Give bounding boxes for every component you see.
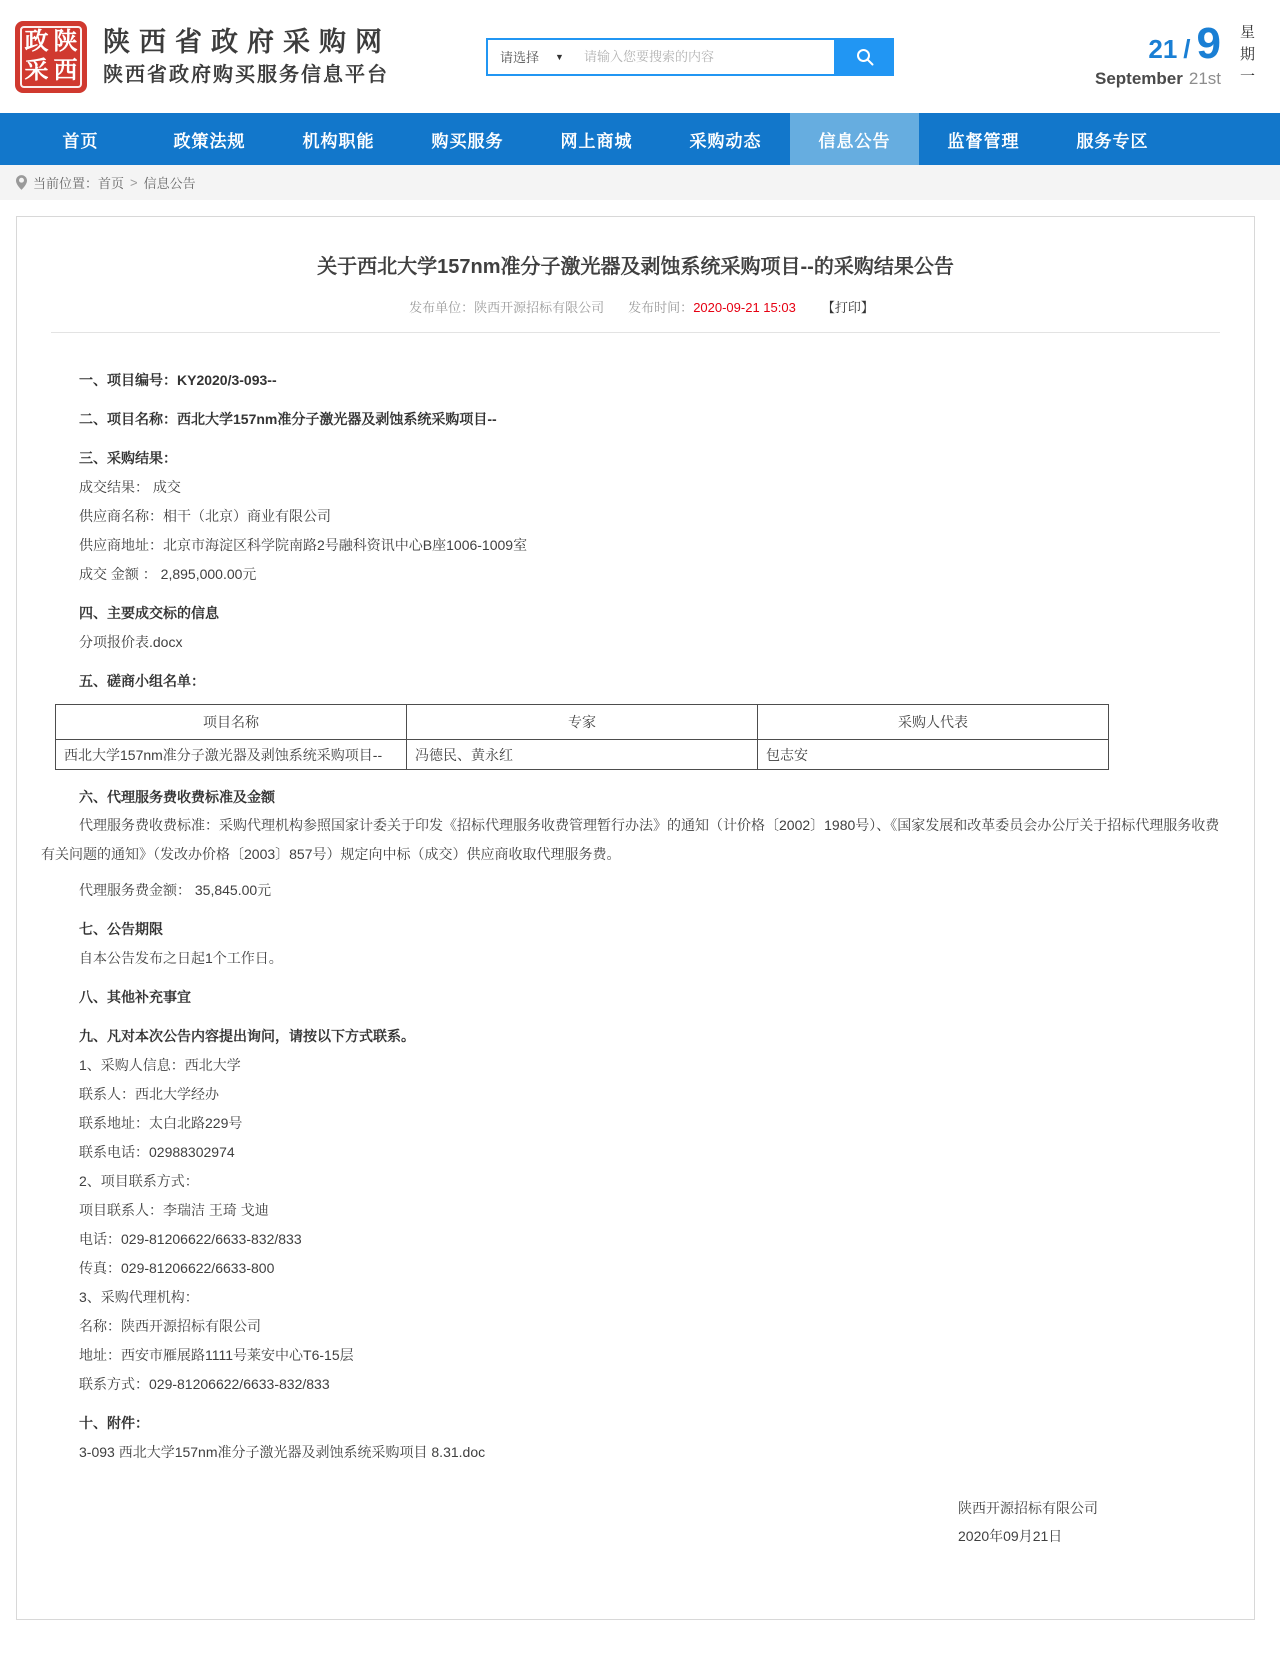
section-agency-fee: 六、代理服务费收费标准及金额 [79, 788, 275, 805]
date-slash: / [1183, 34, 1191, 64]
search-bar [486, 38, 894, 76]
date-widget [1094, 19, 1255, 90]
supplier-address: 供应商地址：北京市海淀区科学院南路2号融科资讯中心B座1006-1009室 [79, 536, 528, 553]
breadcrumb-current: 信息公告 [143, 176, 196, 191]
seal-char: 政 [24, 28, 49, 55]
project-contact-phone: 电话：029-81206622/6633-832/833 [79, 1230, 302, 1247]
attachment-announcement-doc[interactable]: 3-093 西北大学157nm准分子激光器及剥蚀系统采购项目 8.31.doc [79, 1443, 486, 1460]
seal-char: 陕 [53, 28, 78, 55]
page-title: 关于西北大学157nm准分子激光器及剥蚀系统采购项目--的采购结果公告 [317, 256, 954, 278]
search-icon [855, 47, 875, 67]
purchaser-contact-phone: 联系电话：02988302974 [79, 1143, 235, 1160]
table-header-row [56, 705, 1109, 740]
logo-seal-icon [15, 21, 87, 93]
site-header [0, 0, 1280, 113]
print-button[interactable]: 【打印】 [821, 300, 874, 315]
announcement-period: 自本公告发布之日起1个工作日。 [79, 949, 283, 966]
seal-char: 采 [24, 57, 49, 84]
announcement-card [16, 216, 1255, 1620]
section-project-name: 二、项目名称：西北大学157nm准分子激光器及剥蚀系统采购项目-- [79, 410, 497, 427]
agency-address: 地址：西安市雁展路1111号莱安中心T6-15层 [79, 1346, 354, 1363]
section-announcement-period: 七、公告期限 [79, 920, 163, 937]
cell-purchaser-rep: 包志安 [758, 740, 1109, 770]
date-day-ordinal: 21st [1188, 69, 1221, 88]
date-month-name: September [1094, 69, 1183, 88]
main-nav [0, 113, 1280, 165]
nav-item-supervision[interactable]: 监督管理 [947, 131, 1020, 151]
breadcrumb-separator: > [130, 175, 138, 190]
nav-item-policies[interactable]: 政策法规 [173, 131, 246, 151]
seal-char: 西 [53, 57, 78, 84]
breadcrumb [0, 165, 1280, 200]
project-contact-section: 2、项目联系方式： [79, 1172, 199, 1189]
purchaser-contact-address: 联系地址：太白北路229号 [79, 1114, 243, 1131]
nav-item-procurement-news[interactable]: 采购动态 [689, 131, 762, 151]
deal-result: 成交结果： 成交 [79, 478, 181, 495]
purchaser-contact-person: 联系人：西北大学经办 [79, 1085, 219, 1102]
col-project-name: 项目名称 [56, 705, 407, 740]
section-other-matters: 八、其他补充事宜 [79, 988, 191, 1005]
deal-amount: 成交 金额 ： 2,895,000.00元 [79, 565, 257, 582]
agency-fee-amount: 代理服务费金额： 35,845.00元 [79, 881, 272, 898]
search-category-select[interactable] [488, 47, 576, 66]
table-row [56, 740, 1109, 770]
search-button[interactable] [836, 38, 894, 76]
location-pin-icon [16, 175, 27, 190]
agency-contact: 联系方式：029-81206622/6633-832/833 [79, 1375, 330, 1392]
project-contact-person: 项目联系人：李瑞洁 王琦 戈迪 [79, 1201, 269, 1218]
nav-item-announcements[interactable]: 信息公告 [790, 113, 919, 165]
section-main-deal-info: 四、主要成交标的信息 [79, 604, 219, 621]
nav-item-home[interactable]: 首页 [62, 131, 99, 151]
publisher-value: 陕西开源招标有限公司 [474, 300, 605, 315]
signature-date: 2020年09月21日 [958, 1528, 1063, 1544]
publish-time-label: 发布时间： [628, 300, 694, 315]
cell-project-name: 西北大学157nm准分子激光器及剥蚀系统采购项目-- [56, 740, 407, 770]
date-weekday: 星期一 [1238, 23, 1255, 90]
site-logo[interactable] [15, 21, 391, 93]
site-title: 陕西省政府采购网 [103, 26, 391, 57]
agency-section: 3、采购代理机构： [79, 1288, 199, 1305]
chevron-down-icon: ▼ [555, 51, 564, 62]
publish-time-value: 2020-09-21 15:03 [693, 300, 796, 315]
nav-item-online-mall[interactable]: 网上商城 [560, 131, 633, 151]
search-select-label: 请选择 [500, 50, 540, 65]
section-procurement-result: 三、采购结果： [79, 449, 177, 466]
article-meta [41, 297, 1230, 316]
section-contact-methods: 九、凡对本次公告内容提出询问，请按以下方式联系。 [79, 1027, 415, 1044]
date-day: 21 [1148, 34, 1178, 64]
section-negotiation-group: 五、磋商小组名单： [79, 672, 205, 689]
col-purchaser-rep: 采购人代表 [758, 705, 1109, 740]
signature-block [958, 1494, 1098, 1550]
publisher-label: 发布单位： [409, 300, 475, 315]
section-attachments: 十、附件： [79, 1414, 149, 1431]
breadcrumb-prefix: 当前位置： [33, 176, 99, 191]
nav-item-purchase-services[interactable]: 购买服务 [431, 131, 504, 151]
nav-item-service-zone[interactable]: 服务专区 [1076, 131, 1149, 151]
cell-experts: 冯德民、黄永红 [407, 740, 758, 770]
agency-name: 名称：陕西开源招标有限公司 [79, 1317, 261, 1334]
negotiation-group-table [55, 704, 1109, 770]
signature-company: 陕西开源招标有限公司 [958, 1500, 1098, 1516]
nav-item-functions[interactable]: 机构职能 [302, 131, 375, 151]
project-contact-fax: 传真：029-81206622/6633-800 [79, 1259, 275, 1276]
attachment-quotation-docx[interactable]: 分项报价表.docx [79, 633, 183, 650]
col-experts: 专家 [407, 705, 758, 740]
search-input[interactable] [576, 49, 834, 64]
purchaser-info: 1、采购人信息：西北大学 [79, 1056, 241, 1073]
supplier-name: 供应商名称：相干（北京）商业有限公司 [79, 507, 331, 524]
date-month-number: 9 [1196, 19, 1221, 68]
breadcrumb-home-link[interactable]: 首页 [98, 176, 125, 191]
article-body [41, 365, 1230, 1466]
section-project-number: 一、项目编号：KY2020/3-093-- [79, 371, 277, 388]
agency-fee-standard: 代理服务费收费标准：采购代理机构参照国家计委关于印发《招标代理服务收费管理暂行办法》的通知（计价格〔2002〕1980号）、《国家发展和改革委员会办公厅关于招标代理服务收费有关问题的通知》（发改办价格〔2003〕857号）规定向中标（成交）供应商收取代理服务费。 [41, 817, 1220, 862]
divider [51, 332, 1220, 333]
site-subtitle: 陕西省政府购买服务信息平台 [103, 63, 389, 86]
